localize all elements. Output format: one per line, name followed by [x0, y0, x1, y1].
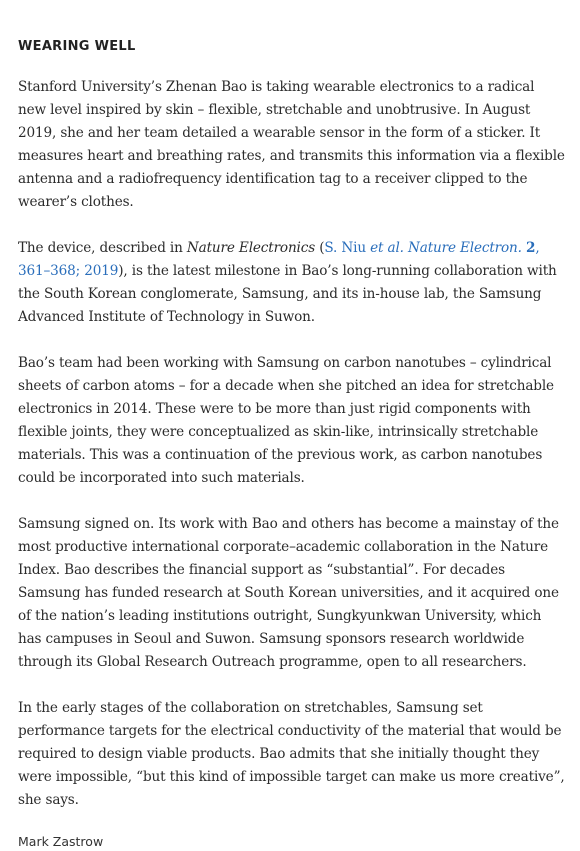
paragraph-targets: In the early stages of the collaboration on stretchables, Samsung set performance targets for the electrical conductivity of the material that would be required to design viable products. Bao admits that she initially thought they were impossible, “but this kind of impossible target can make us more creative”, she says.	[18, 700, 565, 808]
device-text-before: The device, described in	[18, 240, 187, 256]
device-text-after: , is the latest milestone in Bao’s long-running collaboration with the South Korean conglomerate, Samsung, and its in-house lab, the Samsung Advanced Institute of Technology in Suwon.	[18, 263, 557, 325]
ref-author: S. Niu	[324, 240, 371, 256]
ref-etal: et al.	[370, 240, 404, 256]
ref-pages: , 361–368; 2019	[18, 240, 540, 279]
article-heading: WEARING WELL	[18, 39, 136, 54]
article	[18, 38, 566, 851]
paragraph-samsung: Samsung signed on. Its work with Bao and others has become a mainstay of the most productive international corporate–academic collaboration in the Nature Index. Bao describes the financial support as “substantial”. For decades Samsung has funded research at South Korean universities, and it acquired one of the nation’s leading institutions outright, Sungkyunkwan University, which has campuses in Seoul and Suwon. Samsung sponsors research worldwide through its Global Research Outreach programme, open to all researchers.	[18, 516, 559, 670]
ref-volume: 2	[526, 240, 536, 256]
paragraph-nanotubes: Bao’s team had been working with Samsung on carbon nanotubes – cylindrical sheets of carbon atoms – for a decade when she pitched an idea for stretchable electronics in 2014. These were to be more than just rigid components with flexible joints, they were conceptualized as skin-like, intrinsically stretchable materials. This was a continuation of the previous work, as carbon nanotubes could be incorporated into such materials.	[18, 355, 554, 486]
author-byline: Mark Zastrow	[18, 834, 104, 849]
close-paren: )	[118, 263, 124, 279]
open-paren: (	[315, 240, 325, 256]
ref-journal: Nature Electron.	[403, 240, 522, 256]
paragraph-intro: Stanford University’s Zhenan Bao is taking wearable electronics to a radical new level inspired by skin – flexible, stretchable and unobtrusive. In August 2019, she and her team detailed a wearable sensor in the form of a sticker. It measures heart and breathing rates, and transmits this information via a flexible antenna and a radiofrequency identification tag to a receiver clipped to the wearer’s clothes.	[18, 79, 565, 210]
paragraph-device	[18, 237, 566, 329]
journal-name: Nature Electronics	[186, 240, 316, 256]
